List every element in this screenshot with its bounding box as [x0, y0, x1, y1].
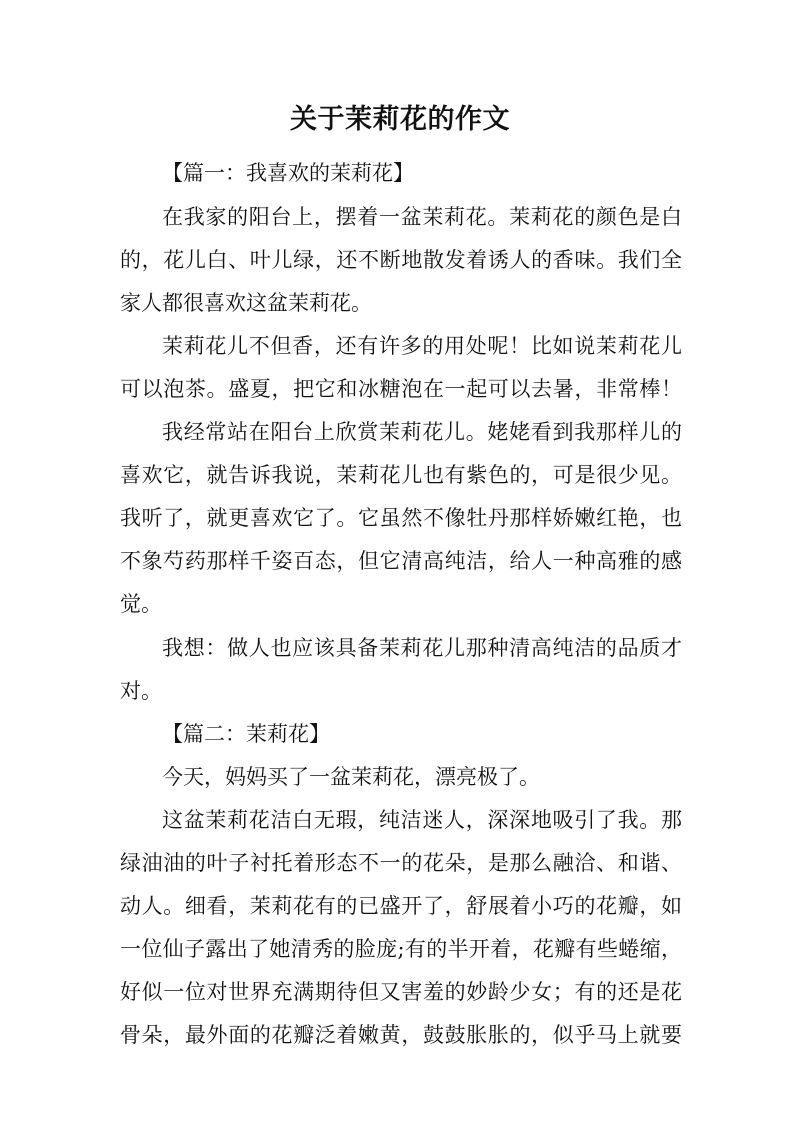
paragraph-line: 我想：做人也应该具备茉莉花儿那种清高纯洁的品质才 [162, 636, 682, 660]
paragraph-line: 觉。 [120, 592, 162, 616]
paragraph-line: 绿油油的叶子衬托着形态不一的花朵，是那么融洽、和谐、 [120, 851, 682, 875]
document-title: 关于茉莉花的作文 [290, 104, 510, 135]
paragraph-line: 可以泡茶。盛夏，把它和冰糖泡在一起可以去暑，非常棒！ [120, 377, 682, 401]
paragraph-line: 好似一位对世界充满期待但又害羞的妙龄少女；有的还是花 [120, 980, 682, 1004]
paragraph-line: 在我家的阳台上，摆着一盆茉莉花。茉莉花的颜色是白 [162, 205, 682, 229]
section-heading-1: 【篇一：我喜欢的茉莉花】 [162, 161, 414, 185]
paragraph-line: 今天，妈妈买了一盆茉莉花，漂亮极了。 [162, 765, 540, 789]
paragraph-line: 茉莉花儿不但香，还有许多的用处呢！比如说茉莉花儿 [162, 334, 682, 358]
paragraph-line: 对。 [120, 679, 162, 703]
paragraph-line: 这盆茉莉花洁白无瑕，纯洁迷人，深深地吸引了我。那 [162, 808, 682, 832]
paragraph-line: 动人。细看，茉莉花有的已盛开了，舒展着小巧的花瓣，如 [120, 894, 682, 918]
paragraph-line: 家人都很喜欢这盆茉莉花。 [120, 291, 372, 315]
paragraph-line: 一位仙子露出了她清秀的脸庞;有的半开着，花瓣有些蜷缩， [120, 937, 682, 961]
paragraph-line: 不象芍药那样千姿百态，但它清高纯洁，给人一种高雅的感 [120, 549, 682, 573]
paragraph-line: 我听了，就更喜欢它了。它虽然不像牡丹那样娇嫩红艳，也 [120, 506, 682, 530]
paragraph-line: 的，花儿白、叶儿绿，还不断地散发着诱人的香味。我们全 [120, 248, 682, 272]
paragraph-line: 骨朵，最外面的花瓣泛着嫩黄，鼓鼓胀胀的，似乎马上就要 [120, 1023, 682, 1047]
paragraph-line: 喜欢它，就告诉我说，茉莉花儿也有紫色的，可是很少见。 [120, 463, 682, 487]
paragraph-line: 我经常站在阳台上欣赏茉莉花儿。姥姥看到我那样儿的 [162, 420, 682, 444]
section-heading-2: 【篇二：茉莉花】 [162, 722, 330, 746]
